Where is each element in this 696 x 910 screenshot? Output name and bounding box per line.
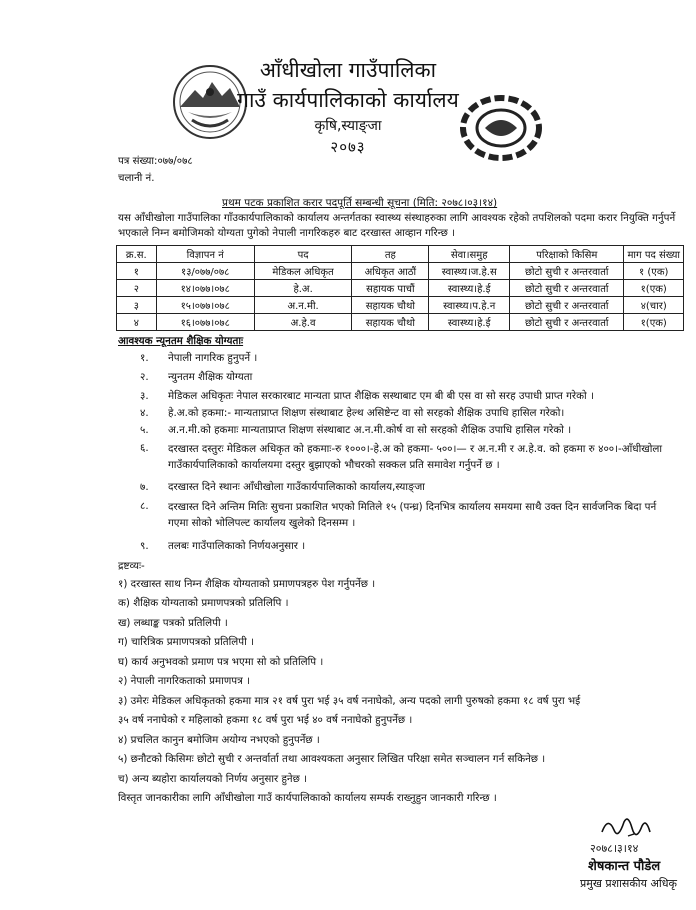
- requirement-text: नेपाली नागरिक हुनुपर्ने ।: [168, 352, 258, 364]
- table-row: [117, 280, 684, 297]
- table-cell: छोटो सुची र अन्तरवार्ता: [510, 280, 624, 297]
- office-year: २०७३: [330, 138, 366, 156]
- office-location: कृषि,स्याङ्जा: [314, 118, 382, 134]
- table-cell: ४(चार): [624, 297, 684, 314]
- table-cell: १५।०७७।०७८: [156, 297, 254, 314]
- table-header-row: [117, 246, 684, 263]
- note-line: ३) उमेरः मेडिकल अधिकृतको हकमा मात्र २१ वर्ष पुरा भई ३५ वर्ष ननाघेको, अन्य पदको लागी पुरुषको हकमा १८ वर्ष पुरा भई: [118, 695, 581, 707]
- table-header-cell: विज्ञापन नं: [156, 246, 254, 263]
- table-cell: अ.न.मी.: [254, 297, 352, 314]
- requirement-number: ८.: [140, 500, 149, 512]
- table-cell: ४: [117, 314, 157, 331]
- requirement-text: तलबः गाउँपालिकाको निर्णयअनुसार ।: [168, 540, 306, 552]
- note-line: ग) चारित्रिक प्रमाणपत्रको प्रतिलिपी ।: [118, 636, 254, 648]
- table-cell: मेडिकल अधिकृत: [254, 263, 352, 280]
- requirement-number: ७.: [140, 481, 149, 493]
- table-cell: सहायक चौथो: [352, 297, 429, 314]
- letter-number: पत्र संख्या:०७७/०७८: [118, 156, 193, 167]
- office-subtitle: गाउँ कार्यपालिकाको कार्यालय: [237, 88, 459, 112]
- requirement-text: हे.अ.को हकमा:- मान्यताप्राप्त शिक्षण संस्थाबाट हेल्थ असिष्टेन्ट वा सो सरहको शैक्षिक उपाधि हासिल गरेको।: [168, 407, 565, 419]
- vacancy-table: [116, 245, 684, 331]
- table-cell: सहायक पाचौं: [352, 280, 429, 297]
- requirement-number: ६.: [140, 442, 149, 454]
- note-line: ५) छनौटको किसिमः छोटो सुची र अन्तर्वार्ता तथा आवश्यकता अनुसार लिखित परिक्षा समेत सञ्चालन गर्न सकिनेछ ।: [118, 753, 546, 765]
- signatory-designation: प्रमुख प्रशासकीय अधिकृ: [580, 877, 677, 890]
- table-cell: स्वास्थ्य।हे.ई: [429, 314, 510, 331]
- table-cell: छोटो सुची र अन्तरवार्ता: [510, 314, 624, 331]
- table-cell: १३/०७७/०७८: [156, 263, 254, 280]
- note-line: २) नेपाली नागरिकताको प्रमाणपत्र ।: [118, 675, 250, 687]
- requirement-text: अ.न.मी.को हकमाः मान्यताप्राप्त शिक्षण संस्थाबाट अ.न.मी.कोर्ष वा सो सरहको शैक्षिक उपाधि हासिल गरेको ।: [168, 424, 572, 436]
- note-line: घ) कार्य अनुभवको प्रमाण पत्र भएमा सो को प्रतिलिपि ।: [118, 656, 324, 668]
- requirement-text: न्युनतम शैक्षिक योग्यता: [168, 371, 253, 383]
- note-line: च) अन्य ब्यहोरा कार्यालयको निर्णय अनुसार हुनेछ ।: [118, 773, 308, 785]
- requirement-number: ३.: [140, 390, 149, 402]
- requirement-text: दरखास्त दिने अन्तिम मितिः सुचना प्रकाशित भएको मितिले १५ (पन्ध्र) दिनभित्र कार्यालय समयमा साथै उक्त दिन सार्वजनिक बिदा पर्न गएमा सोको भोलिपल्ट कार्यालय खुलेको दिनसम्म ।: [168, 501, 657, 529]
- table-row: [117, 314, 684, 331]
- table-row: [117, 263, 684, 280]
- note-line: ३५ वर्ष ननाघेको र महिलाको हकमा १८ वर्ष पुरा भई ४० वर्ष ननाघेको हुनुपर्नेछ ।: [118, 714, 413, 726]
- note-line: ख) लब्धाङ्क पत्रको प्रतिलिपी ।: [118, 617, 228, 629]
- notice-title: प्रथम पटक प्रकाशित करार पदपूर्ति सम्बन्धी सूचना (मिति: २०७८।०३।१४): [222, 197, 498, 209]
- requirement-number: ४.: [140, 407, 149, 419]
- table-header-cell: क्र.स.: [117, 246, 157, 263]
- requirement-number: १.: [140, 352, 149, 364]
- requirement-text: मेडिकल अधिकृतः नेपाल सरकारबाट मान्यता प्राप्त शैक्षिक सस्थाबाट एम बी बी एस वा सो सरह उपाधी प्राप्त गरेको ।: [168, 390, 594, 402]
- notice-intro: यस आँधीखोला गाउँपालिका गाँउकार्यपालिकाको कार्यालय अन्तर्गतका स्वास्थ्य संस्थाहरुका लागि आवश्यक रहेको तपशिलको पदमा करार नियुक्ति गर्नुपर्ने भएकाले निम्न बमोजिमको योग्यता पुगेको नेपाली नागरिकहरु बाट दरखास्त आव्हान गरिन्छ ।: [118, 212, 676, 239]
- table-cell: स्वास्थ्य।हे.ई: [429, 280, 510, 297]
- dispatch-number: चलानी नं.: [118, 173, 155, 184]
- table-header-cell: माग पद संख्या: [624, 246, 684, 263]
- signature-date: २०७८।३।१४: [590, 842, 639, 855]
- table-header-cell: तह: [352, 246, 429, 263]
- table-cell: १४।०७७।०७८: [156, 280, 254, 297]
- table-cell: अधिकृत आठौं: [352, 263, 429, 280]
- table-cell: १६।०७७।०७८: [156, 314, 254, 331]
- requirement-number: ९.: [140, 540, 149, 552]
- table-header-cell: परिक्षाको किसिम: [510, 246, 624, 263]
- table-cell: अ.हे.व: [254, 314, 352, 331]
- table-cell: स्वास्थ्य।प.हे.न: [429, 297, 510, 314]
- table-cell: २: [117, 280, 157, 297]
- table-cell: १(एक): [624, 280, 684, 297]
- note-line: ४) प्रचलित कानुन बमोजिम अयोग्य नभएको हुनुपर्नेछ ।: [118, 734, 320, 746]
- table-cell: छोटो सुची र अन्तरवार्ता: [510, 263, 624, 280]
- requirement-text: दरखास्त दस्तुरः मेडिकल अधिकृत को हकमाः-रु १०००।-हे.अ को हकमा- ५००।— र अ.न.मी र अ.हे.व. को हकमा रु ४००।-आँधीखोला गाउँकार्यपालिकाको कार्यालयमा दस्तुर बुझाएको भौचरको सक्कल प्रति समावेश गर्नुपर्ने छ ।: [168, 443, 663, 471]
- signatory-name: शेषकान्त पौडेल: [588, 859, 661, 874]
- table-cell: स्वास्थ्य।ज.हे.स: [429, 263, 510, 280]
- table-cell: ३: [117, 297, 157, 314]
- requirement-number: ५.: [140, 424, 149, 436]
- table-header-cell: सेवा।समुह: [429, 246, 510, 263]
- note-line: १) दरखास्त साथ निम्न शैक्षिक योग्यताको प्रमाणपत्रहरु पेश गर्नुपर्नेछ ।: [118, 578, 376, 590]
- table-cell: १ (एक): [624, 263, 684, 280]
- table-cell: १(एक): [624, 314, 684, 331]
- office-stamp-icon: [455, 92, 547, 164]
- office-name: आँधीखोला गाउँपालिका: [259, 58, 437, 82]
- requirement-text: दरखास्त दिने स्थानः आँधीखोला गाउँकार्यपालिकाको कार्यालय,स्याङ्जा: [168, 481, 425, 493]
- requirement-number: २.: [140, 371, 149, 383]
- table-cell: हे.अ.: [254, 280, 352, 297]
- note-line: विस्तृत जानकारीका लागि आँधीखोला गाउँ कार्यपालिकाको कार्यालय सम्पर्क राख्नुहुन जानकारी गरिन्छ ।: [118, 792, 497, 804]
- table-cell: छोटो सुची र अन्तरवार्ता: [510, 297, 624, 314]
- table-row: [117, 297, 684, 314]
- notes-title: द्रष्टव्यः-: [118, 560, 145, 572]
- table-cell: सहायक चौथो: [352, 314, 429, 331]
- table-cell: १: [117, 263, 157, 280]
- requirements-title: आवश्यक न्यूनतम शैक्षिक योग्यताः: [118, 335, 244, 347]
- table-header-cell: पद: [254, 246, 352, 263]
- note-line: क) शैक्षिक योग्यताको प्रमाणपत्रको प्रतिलिपि ।: [118, 597, 289, 609]
